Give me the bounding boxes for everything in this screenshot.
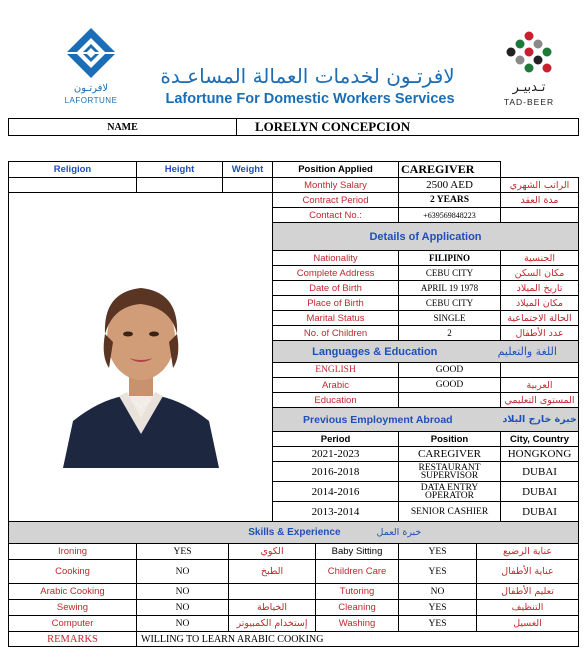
skill-value: YES [399, 544, 477, 560]
skill-label: Children Care [316, 560, 399, 584]
detail-value: FILIPINO [399, 251, 501, 266]
language-label: ENGLISH [273, 363, 399, 378]
remarks-label: REMARKS [9, 632, 137, 647]
skill-row [9, 616, 579, 632]
detail-label: No. of Children [273, 326, 399, 341]
logo-left-english: LAFORTUNE [64, 96, 118, 105]
lafortune-diamond-icon [58, 26, 124, 82]
detail-value: SINGLE [399, 311, 501, 326]
skill-value: NO [137, 584, 229, 600]
name-value: LORELYN CONCEPCION [237, 119, 579, 136]
details-title: Details of Application [273, 223, 579, 251]
skill-label: Sewing [9, 600, 137, 616]
skill-label: Cleaning [316, 600, 399, 616]
language-value: GOOD [399, 363, 501, 378]
skill-label: Cooking [9, 560, 137, 584]
skill-arabic: عناية الأطفال [477, 560, 579, 584]
detail-arabic: تاريخ الميلاد [501, 281, 579, 296]
skill-row [9, 584, 579, 600]
contact-value: +639569848223 [399, 208, 501, 223]
education-arabic: المستوى التعليمي [501, 393, 579, 408]
skill-row [9, 544, 579, 560]
remarks-value: WILLING TO LEARN ARABIC COOKING [137, 632, 579, 647]
religion-label: Religion [9, 162, 137, 178]
application-table [8, 161, 579, 647]
summary-row [9, 162, 579, 178]
weight-label: Weight [223, 162, 273, 178]
skill-label: Baby Sitting [316, 544, 399, 560]
contact-label: Contact No.: [273, 208, 399, 223]
skill-value: NO [137, 616, 229, 632]
skill-arabic: إستخدام الكمبيوتر [229, 616, 316, 632]
company-title-english: Lafortune For Domestic Workers Services [165, 91, 455, 107]
skill-value: NO [137, 560, 229, 584]
language-value: GOOD [399, 378, 501, 393]
summary-values-row [9, 178, 579, 193]
contract-period-arabic: مدة العقد [501, 193, 579, 208]
education-value [399, 393, 501, 408]
name-table [8, 118, 579, 136]
photo-cell [9, 193, 273, 522]
employment-period: 2021-2023 [273, 447, 399, 462]
skill-label: Tutoring [316, 584, 399, 600]
skill-label: Computer [9, 616, 137, 632]
detail-label: Nationality [273, 251, 399, 266]
skill-arabic [229, 584, 316, 600]
position-applied-label: Position Applied [273, 162, 399, 178]
employment-city: DUBAI [501, 502, 579, 522]
detail-arabic: مكان الميلاد [501, 296, 579, 311]
skills-header-row [9, 522, 579, 544]
city-column-header: City, Country [501, 432, 579, 447]
skill-label: Ironing [9, 544, 137, 560]
employment-title: Previous Employment Abroad [273, 408, 501, 432]
detail-label: Date of Birth [273, 281, 399, 296]
skill-arabic: الطبخ [229, 560, 316, 584]
detail-value: CEBU CITY [399, 296, 501, 311]
logo-left-arabic: لافرتـون [73, 83, 109, 94]
skill-value: NO [399, 584, 477, 600]
employment-city: DUBAI [501, 482, 579, 502]
skill-arabic: التنظيف [477, 600, 579, 616]
languages-title: Languages & Education [273, 341, 477, 363]
position-applied-value: CAREGIVER [399, 162, 501, 178]
religion-value [9, 178, 137, 193]
employment-city: HONGKONG [501, 447, 579, 462]
education-label: Education [273, 393, 399, 408]
skill-row [9, 560, 579, 584]
language-label: Arabic [273, 378, 399, 393]
detail-arabic: الجنسية [501, 251, 579, 266]
skills-title-arabic: خبرة العمل [357, 522, 579, 544]
detail-value: 2 [399, 326, 501, 341]
applicant-photo [43, 246, 239, 468]
tadbeer-dots-icon [494, 28, 564, 78]
applicant-portrait-image [43, 246, 239, 468]
employment-period: 2013-2014 [273, 502, 399, 522]
detail-arabic: مكان السكن [501, 266, 579, 281]
name-label: NAME [9, 119, 237, 136]
employment-position: DATA ENTRY OPERATOR [399, 482, 501, 502]
skill-arabic: الخياطة [229, 600, 316, 616]
detail-value: CEBU CITY [399, 266, 501, 281]
contract-period-value: 2 YEARS [399, 193, 501, 208]
employment-period: 2014-2016 [273, 482, 399, 502]
skill-value: NO [137, 600, 229, 616]
employment-position: CAREGIVER [399, 447, 501, 462]
monthly-salary-label: Monthly Salary [273, 178, 399, 193]
languages-title-arabic: اللغة والتعليم [477, 341, 579, 363]
skill-value: YES [137, 544, 229, 560]
detail-label: Complete Address [273, 266, 399, 281]
letterhead [0, 0, 584, 118]
language-arabic [501, 363, 579, 378]
detail-value: APRIL 19 1978 [399, 281, 501, 296]
employment-city: DUBAI [501, 462, 579, 482]
skills-title: Skills & Experience [9, 522, 357, 544]
employment-title-arabic: خبرة خارج البلاد [501, 408, 579, 432]
skill-value: YES [399, 616, 477, 632]
remarks-row [9, 632, 579, 647]
skill-value: YES [399, 560, 477, 584]
employment-position: SENIOR CASHIER [399, 502, 501, 522]
monthly-salary-value: 2500 AED [399, 178, 501, 193]
skill-row [9, 600, 579, 616]
employment-position: RESTAURANT SUPERVISOR [399, 462, 501, 482]
detail-arabic: عدد الأطفال [501, 326, 579, 341]
height-value [137, 178, 223, 193]
period-column-header: Period [273, 432, 399, 447]
contract-period-label: Contract Period [273, 193, 399, 208]
monthly-salary-arabic: الراتب الشهري [501, 178, 579, 193]
skill-arabic: الكوي [229, 544, 316, 560]
detail-label: Marital Status [273, 311, 399, 326]
tadbeer-logo [494, 28, 564, 108]
height-label: Height [137, 162, 223, 178]
lafortune-logo [58, 26, 124, 106]
skill-value: YES [399, 600, 477, 616]
employment-period: 2016-2018 [273, 462, 399, 482]
skill-arabic: عناية الرضيع [477, 544, 579, 560]
detail-label: Place of Birth [273, 296, 399, 311]
position-column-header: Position [399, 432, 501, 447]
skill-label: Arabic Cooking [9, 584, 137, 600]
language-arabic: العربية [501, 378, 579, 393]
skill-arabic: تعليم الأطفال [477, 584, 579, 600]
skill-arabic: الغسيل [477, 616, 579, 632]
logo-right-arabic: تـدبيـر [512, 80, 546, 95]
detail-arabic: الحالة الاجتماعية [501, 311, 579, 326]
weight-value [223, 178, 273, 193]
skill-label: Washing [316, 616, 399, 632]
company-title-arabic: لافرتـون لخدمات العمالة المساعـدة [160, 64, 455, 88]
logo-right-english: TAD-BEER [503, 97, 555, 107]
